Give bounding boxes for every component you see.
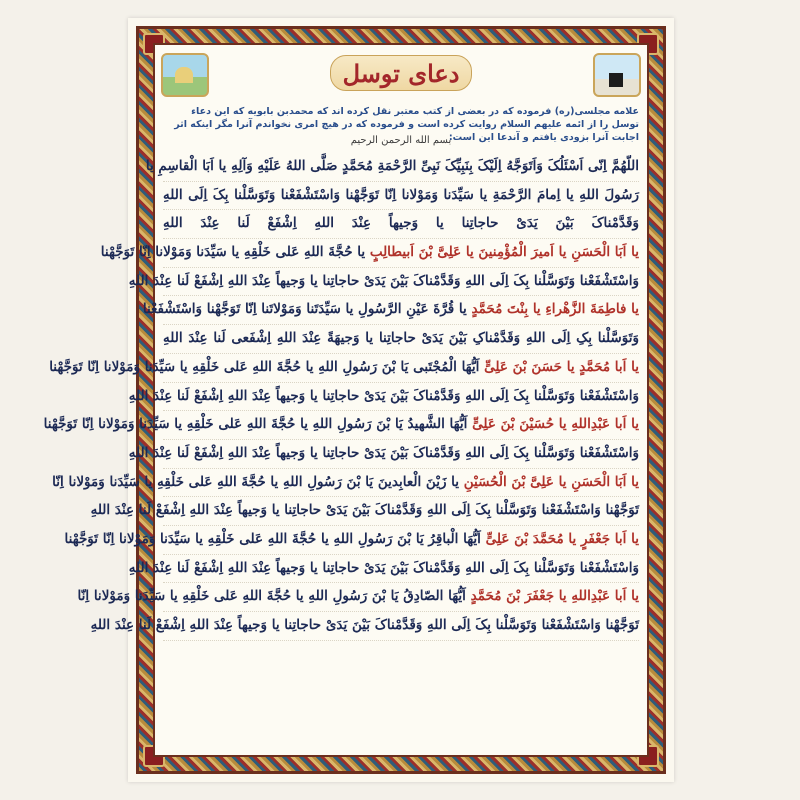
prayer-line [90,497,639,526]
prayer-line [142,296,639,325]
shrine-picture [161,53,209,97]
line-highlight: یا فاطِمَةَ الزَّهْراءِ یا بِنْتَ مُحَمَّدٍ [471,301,639,318]
prayer-line [128,555,639,584]
line-text: اَیُّهَا الصّادِقُ یَا بْنَ رَسُولِ اللهِ یا حُجَّةَ اللهِ عَلی خَلْقِهِ یا سَیِّدَنا وَمَوْلانا اِنّا [77,588,466,605]
prayer-line [64,526,639,555]
line-text: وَاسْتَشْفَعْنا وَتَوَسَّلْنا بِکَ اِلَی اللهِ وَقَدَّمْناکَ بَیْنَ یَدَیْ حاجاتِنا یا وَجیهاً عِنْدَ اللهِ اِشْفَعْ لَنا عِنْدَ اللهِ [128,559,639,576]
line-text: یا حُجَّةَ اللهِ عَلی خَلْقِهِ یا سَیِّدَنا وَمَوْلانا اِنّا تَوَجَّهْنا [100,244,366,261]
intro-paragraph: علامه مجلسی(ره) فرموده که در بعضی از کتب معتبر نقل کرده اند که محمدبن بابویه که این دعاء توسل را از ائمه علیهم السلام روایت کرده است و فرموده که در هیچ امری نخواندم آنرا مگر اینکه اثر اجابت آنرا بزودی یافتم و آندعا این است: [174,106,639,143]
line-text: اَیُّهَا الْباقِرُ یَا بْنَ رَسُولِ اللهِ یا حُجَّةَ اللهِ عَلی خَلْقِهِ یا سَیِّدَنا وَمَوْلانا اِنّا تَوَجَّهْنا [64,530,481,547]
prayer-line [52,469,639,498]
line-text: اللّهُمَّ اِنّی اَسْئَلُکَ وَاَتَوَجَّهُ اِلَیْکَ بِنَبِیِّکَ نَبِیِّ الرَّحْمَةِ مُحَمَّدٍ صَلَّی اللهُ عَلَیْهِ وَآلِهِ یا اَبَا الْقاسِمِ یا [145,158,639,174]
line-text: تَوَجَّهْنا وَاسْتَشْفَعْنا وَتَوَسَّلْنا بِکَ اِلَی اللهِ وَقَدَّمْناکَ بَیْنَ یَدَیْ حاجاتِنا یا وَجیهاً عِنْدَ اللهِ اِشْفَعْ لَنا عِنْدَ اللهِ [90,502,639,519]
line-text: وَقَدَّمْناکَ بَیْنَ یَدَیْ حاجاتِنا یا وَجیهاً عِنْدَ اللهِ اِشْفَعْ لَنا عِنْدَ اللهِ [163,215,639,232]
prayer-sheet [43,18,674,782]
header [155,45,647,105]
kaaba-shape [609,73,623,87]
line-text: وَاسْتَشْفَعْنا وَتَوَسَّلْنا بِکَ اِلَی اللهِ وَقَدَّمْناکَ بَیْنَ یَدَیْ حاجاتِنا یا وَجیهاً عِنْدَ اللهِ اِشْفَعْ لَنا عِنْدَ اللهِ [128,444,639,461]
line-highlight: یا اَبا جَعْفَرٍ یا مُحَمَّدَ بْنَ عَلِیٍّ [485,530,639,547]
line-text: یا زَیْنَ الْعابِدینَ یَا بْنَ رَسُولِ اللهِ یا حُجَّةَ اللهِ عَلی خَلْقِهِ یا سَیِّدَنا وَمَوْلانا اِنّا [52,473,460,490]
kaaba-picture [593,53,641,97]
ornamental-border [43,26,666,774]
prayer-line [49,354,639,383]
page-title: دعای توسل [342,58,460,88]
line-text: تَوَجَّهْنا وَاسْتَشْفَعْنا وَتَوَسَّلْنا بِکَ اِلَی اللهِ وَقَدَّمْناکَ بَیْنَ یَدَیْ حاجاتِنا یا وَجیهاً عِنْدَ اللهِ اِشْفَعْ لَنا عِنْدَ اللهِ [90,617,639,633]
prayer-line [128,383,639,412]
prayer-line [163,210,639,239]
prayer-line [90,612,639,641]
line-highlight: یا اَبا عَبْدِاللهِ یا جَعْفَرَ بْنَ مُحَمَّدٍ [470,588,639,605]
prayer-line [163,182,639,211]
prayer-lines [43,153,639,745]
line-text: یا قُرَّةَ عَیْنِ الرَّسُولِ یا سَیِّدَتَنا وَمَوْلاتَنا اِنّا تَوَجَّهْنا وَاسْتَشْفَعْنا [142,301,467,318]
line-highlight: یا اَبا عَبْدِاللهِ یا حُسَیْنَ بْنَ عَلِیٍّ [472,416,639,433]
line-text: اَیُّهَا الشَّهیدُ یَا بْنَ رَسُولِ اللهِ یا حُجَّةَ اللهِ عَلی خَلْقِهِ یا سَیِّدَنا وَمَوْلانا اِنّا تَوَجَّهْنا [43,416,468,433]
line-text: وَاسْتَشْفَعْنا وَتَوَسَّلْنا بِکَ اِلَی اللهِ وَقَدَّمْناکَ بَیْنَ یَدَیْ حاجاتِنا یا وَجیهاً عِنْدَ اللهِ اِشْفَعْ لَنا عِنْدَ اللهِ [128,272,639,289]
line-text: وَتَوَسَّلْنا بِکِ اِلَی اللهِ وَقَدَّمْناکِ بَیْنَ یَدَیْ حاجاتِنا یا وَجیهَةً عِنْدَ اللهِ اِشْفَعی لَنا عِنْدَ اللهِ [163,330,639,347]
dome-shape [175,67,193,83]
text-panel [43,43,649,757]
prayer-line [128,268,639,297]
prayer-line [163,325,639,354]
prayer-line [43,411,639,440]
line-text: اَیُّهَا الْمُجْتَبی یَا بْنَ رَسُولِ اللهِ یا حُجَّةَ اللهِ عَلی خَلْقِهِ یا سَیِّدَنا وَمَوْلانا اِنّا تَوَجَّهْنا [49,358,480,375]
bismillah: بسم الله الرحمن الرحيم [350,135,452,146]
prayer-line [128,440,639,469]
line-highlight: یا اَبَا الْحَسَنِ یا اَمیرَ الْمُؤْمِنینَ یا عَلِیَّ بْنَ اَبیطالِبٍ [369,244,639,261]
line-highlight: یا اَبا مُحَمَّدٍ یا حَسَنَ بْنَ عَلِیٍّ [484,358,639,375]
line-highlight: یا اَبَا الْحَسَنِ یا عَلِیَّ بْنَ الْحُسَیْنِ [463,473,639,490]
prayer-line [145,153,639,182]
prayer-line [77,583,639,612]
title-cartouche [330,55,472,91]
line-text: وَاسْتَشْفَعْنا وَتَوَسَّلْنا بِکَ اِلَی اللهِ وَقَدَّمْناکَ بَیْنَ یَدَیْ حاجاتِنا یا وَجیهاً عِنْدَ اللهِ اِشْفَعْ لَنا عِنْدَ اللهِ [128,387,639,404]
prayer-line [100,239,639,268]
line-text: رَسُولَ اللهِ یا اِمامَ الرَّحْمَةِ یا سَیِّدَنا وَمَوْلانا اِنّا تَوَجَّهْنا وَاسْتَشْفَعْنا وَتَوَسَّلْنا بِکَ اِلَی اللهِ [163,186,639,203]
